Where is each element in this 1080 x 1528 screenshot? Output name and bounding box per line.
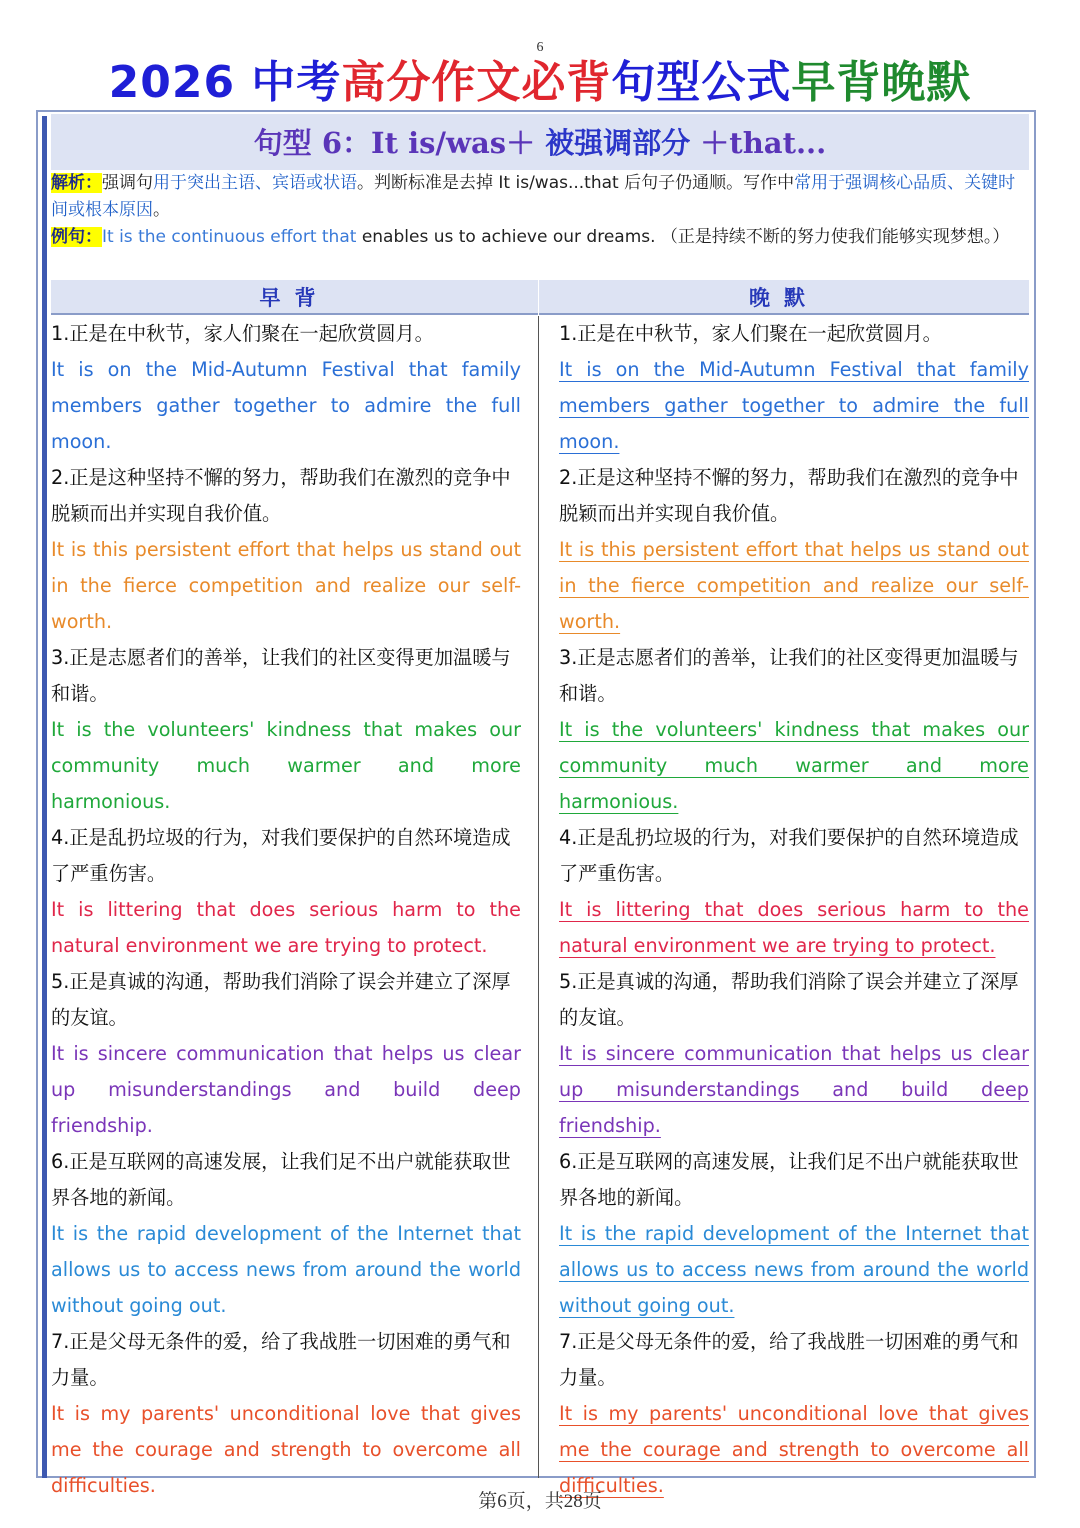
english-sentence: It is on the Mid-Autumn Festival that family members gather together to admire the full moon. (559, 358, 1029, 453)
chinese-sentence: 2.正是这种坚持不懈的努力，帮助我们在激烈的竞争中脱颖而出并实现自我价值。 (559, 466, 1019, 525)
page-footer: 第6页，共28页 (478, 1491, 602, 1512)
english-sentence: It is the rapid development of the Internet that allows us to access news from around the world without going out. (559, 1222, 1029, 1317)
chinese-sentence: 1.正是在中秋节，家人们聚在一起欣赏圆月。 (51, 322, 434, 345)
title-part: 高分作文必背 (341, 57, 612, 108)
recite-column (559, 316, 1029, 1504)
english-sentence: It is on the Mid-Autumn Festival that family members gather together to admire the full moon. (51, 358, 521, 453)
chinese-sentence: 3.正是志愿者们的善举，让我们的社区变得更加温暖与和谐。 (51, 646, 511, 705)
analysis-text: 强调句 (102, 173, 153, 193)
english-sentence: It is this persistent effort that helps us stand out in the fierce competition and realize our self-worth. (51, 538, 521, 633)
example-rest: enables us to achieve our dreams. （正是持续不断的努力使我们能够实现梦想。） (356, 227, 1010, 247)
header-part: ＋that... (690, 126, 827, 160)
english-sentence: It is my parents' unconditional love that gives me the courage and strength to overcome all difficulties. (51, 1402, 521, 1497)
page-mark: 6 (536, 40, 544, 55)
chinese-sentence: 1.正是在中秋节，家人们聚在一起欣赏圆月。 (559, 322, 942, 345)
title-part: 句型公式 (611, 57, 792, 108)
english-sentence: It is the rapid development of the Internet that allows us to access news from around the world without going out. (51, 1222, 521, 1317)
chinese-sentence: 5.正是真诚的沟通，帮助我们消除了误会并建立了深厚的友谊。 (51, 970, 511, 1029)
analysis-highlight-2: 常用于强调核心品质、关键时间或根本原因 (51, 173, 1016, 220)
english-sentence: It is sincere communication that helps us clear up misunderstandings and build deep friendship. (51, 1042, 521, 1137)
analysis-text-3: 。 (153, 200, 170, 220)
main-title (0, 46, 1080, 110)
analysis-label: 解析： (51, 173, 102, 193)
english-sentence: It is the volunteers' kindness that makes our community much warmer and more harmonious. (51, 718, 521, 813)
chinese-sentence: 6.正是互联网的高速发展，让我们足不出户就能获取世界各地的新闻。 (559, 1150, 1019, 1209)
title-part: 早背晚默 (791, 57, 972, 108)
chinese-sentence: 2.正是这种坚持不懈的努力，帮助我们在激烈的竞争中脱颖而出并实现自我价值。 (51, 466, 511, 525)
analysis-highlight: 用于突出主语、宾语或状语 (153, 173, 357, 193)
explanation-block (51, 170, 1031, 251)
english-sentence: It is littering that does serious harm to the natural environment we are trying to protect. (559, 898, 1029, 957)
column-divider (538, 316, 539, 1478)
analysis-paragraph (51, 170, 1031, 224)
example-paragraph (51, 224, 1031, 251)
title-part: 2026 中考 (108, 57, 342, 108)
header-part: 被强调部分 (545, 126, 691, 160)
chinese-sentence: 4.正是乱扔垃圾的行为，对我们要保护的自然环境造成了严重伤害。 (51, 826, 511, 885)
analysis-text-2: 。判断标准是去掉 It is/was...that 后句子仍通顺。写作中 (357, 173, 795, 193)
header-part: 句型 6：It is/was＋ (253, 126, 546, 160)
english-sentence: It is the volunteers' kindness that makes our community much warmer and more harmonious. (559, 718, 1029, 813)
english-sentence: It is my parents' unconditional love that gives me the courage and strength to overcome all difficulties. (559, 1402, 1029, 1497)
column-header-memorize: 早背 (51, 280, 538, 315)
chinese-sentence: 4.正是乱扔垃圾的行为，对我们要保护的自然环境造成了严重伤害。 (559, 826, 1019, 885)
memorize-column (51, 316, 521, 1504)
column-header-recite: 晚默 (539, 280, 1029, 315)
chinese-sentence: 5.正是真诚的沟通，帮助我们消除了误会并建立了深厚的友谊。 (559, 970, 1019, 1029)
chinese-sentence: 7.正是父母无条件的爱，给了我战胜一切困难的勇气和力量。 (51, 1330, 511, 1389)
chinese-sentence: 6.正是互联网的高速发展，让我们足不出户就能获取世界各地的新闻。 (51, 1150, 511, 1209)
example-highlight: It is the continuous effort that (102, 227, 357, 247)
frame-accent-bar (42, 116, 47, 1478)
english-sentence: It is this persistent effort that helps us stand out in the fierce competition and realize our self-worth. (559, 538, 1029, 633)
example-label: 例句： (51, 227, 102, 247)
english-sentence: It is littering that does serious harm to the natural environment we are trying to protect. (51, 898, 521, 957)
sentence-pattern-header (51, 114, 1029, 170)
chinese-sentence: 7.正是父母无条件的爱，给了我战胜一切困难的勇气和力量。 (559, 1330, 1019, 1389)
english-sentence: It is sincere communication that helps us clear up misunderstandings and build deep friendship. (559, 1042, 1029, 1137)
chinese-sentence: 3.正是志愿者们的善举，让我们的社区变得更加温暖与和谐。 (559, 646, 1019, 705)
